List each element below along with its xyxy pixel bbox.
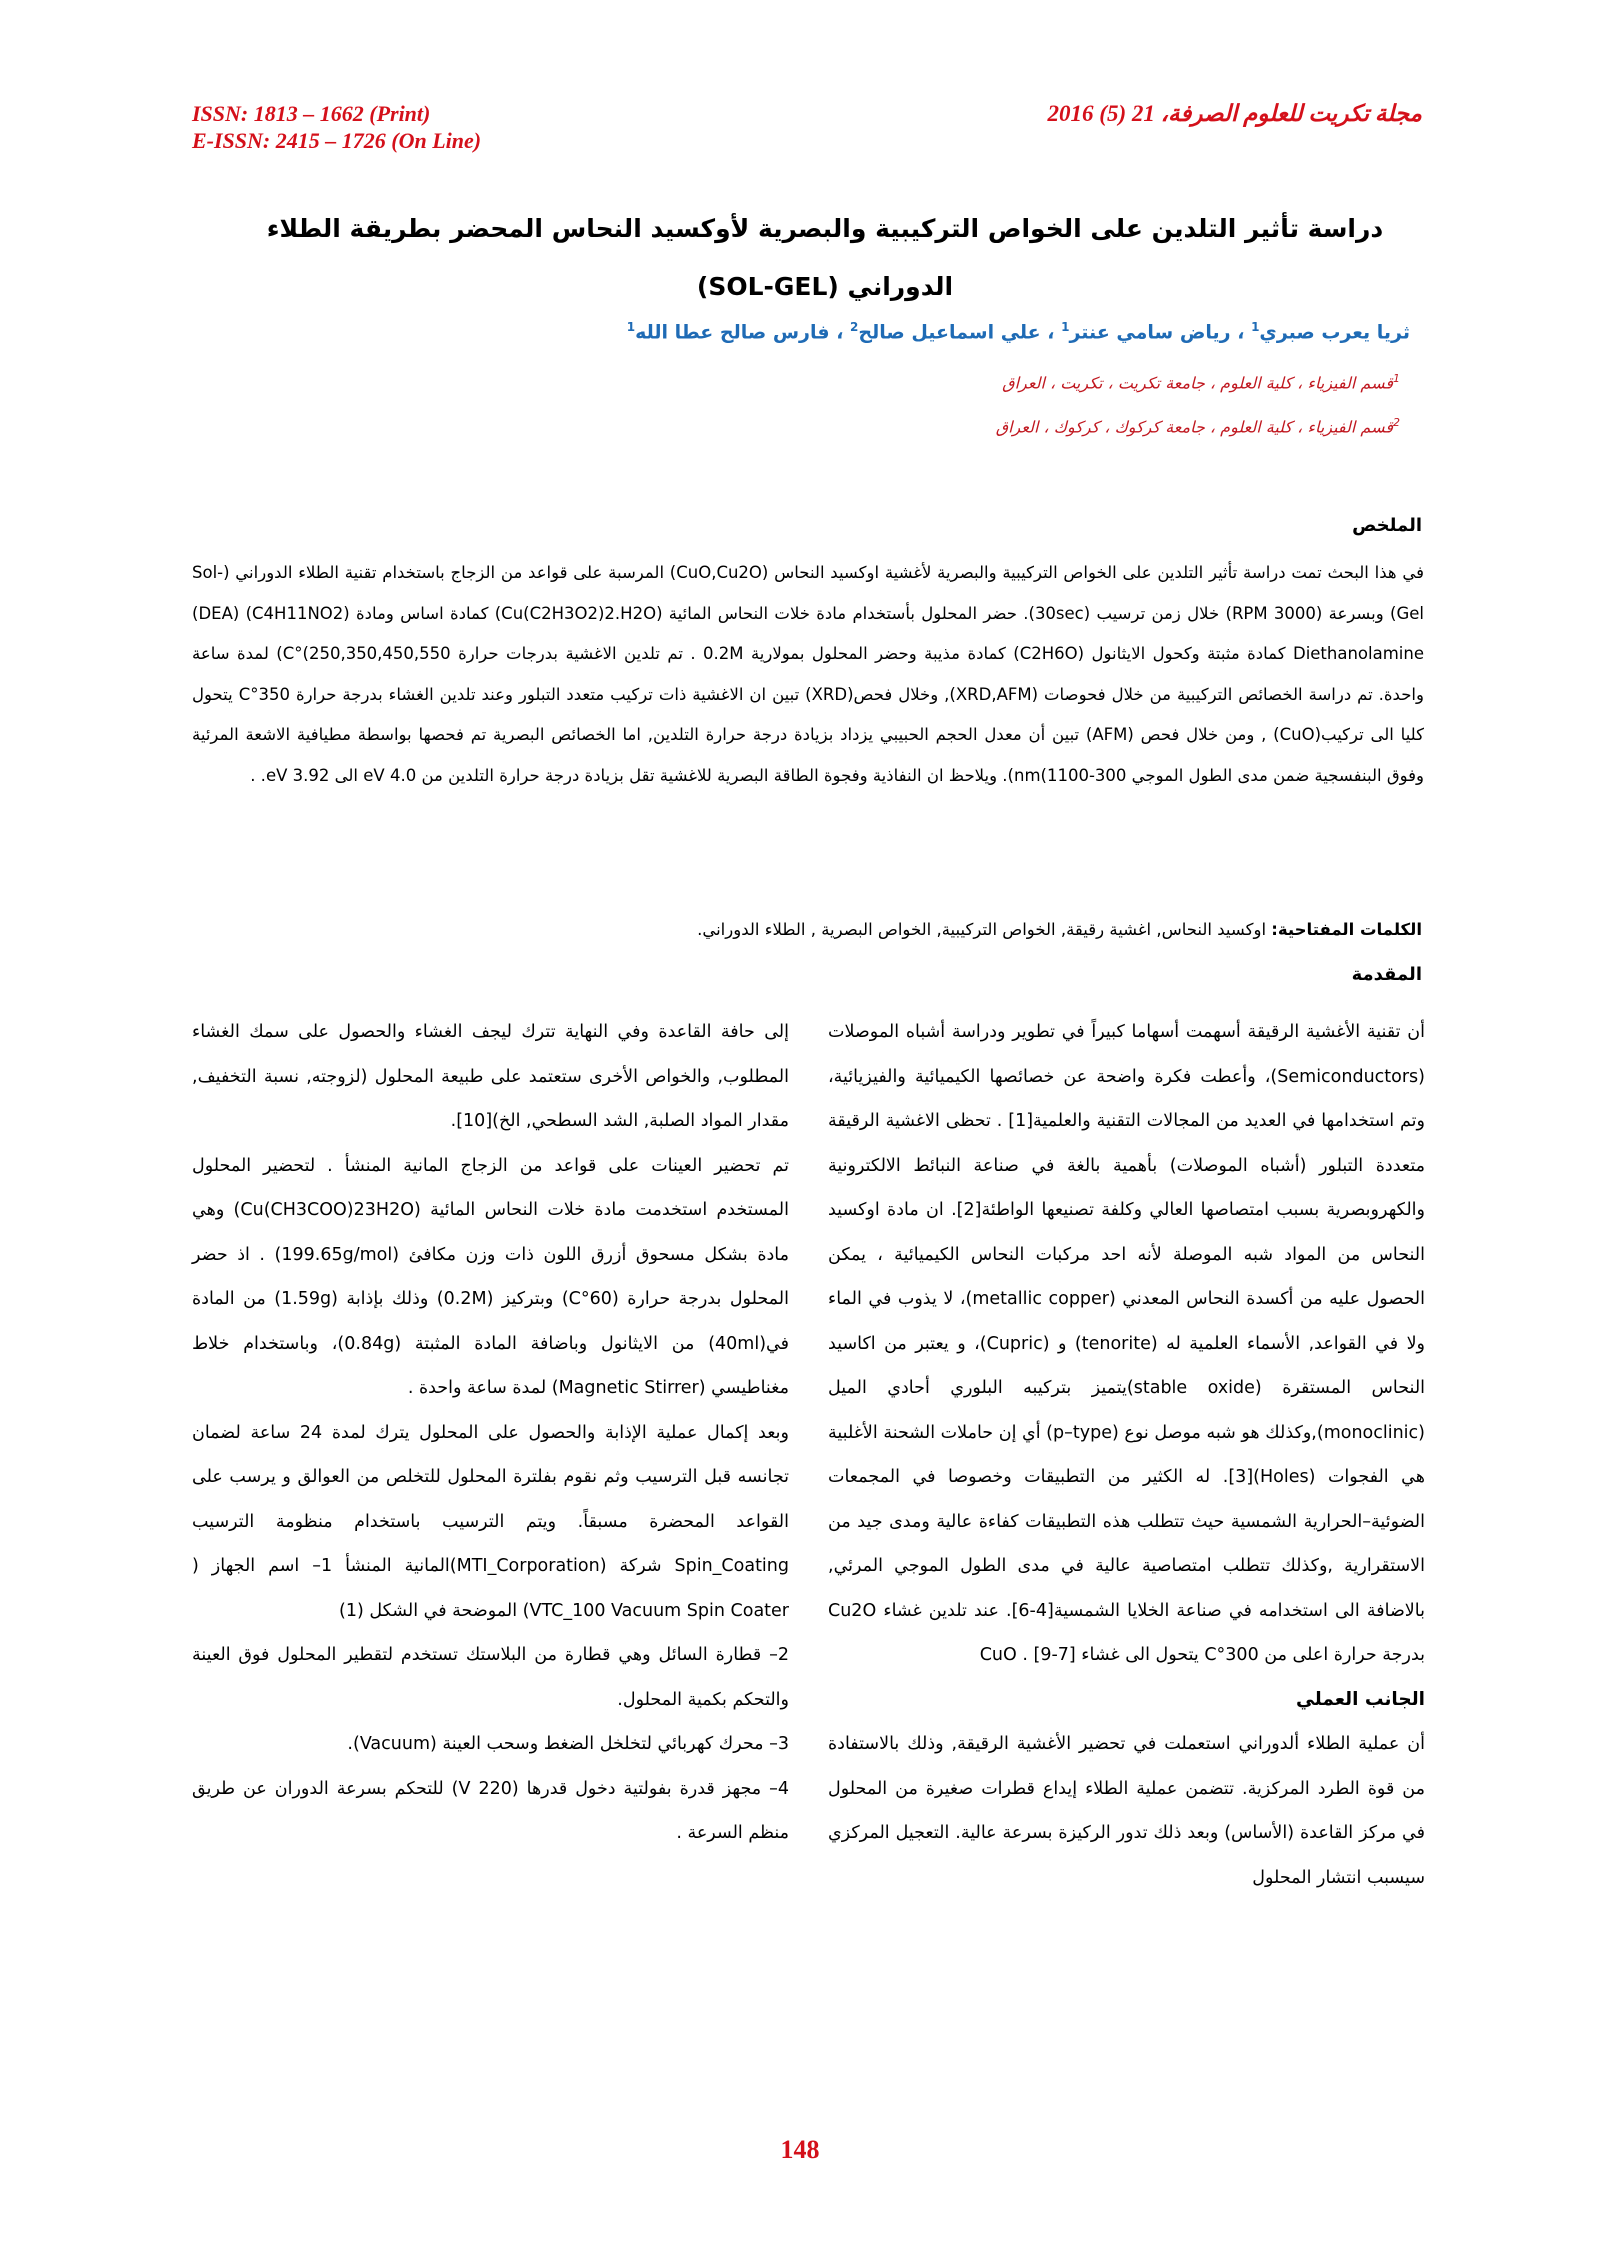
issn-online: E-ISSN: 2415 – 1726 (On Line) bbox=[192, 128, 482, 153]
paper-title bbox=[200, 200, 1450, 316]
list-item: 4– مجهز قدرة بفولتية دخول قدرها (220 V) للتحكم بسرعة الدوران عن طريق منظم السرعة . bbox=[192, 1778, 789, 1843]
issn-print: ISSN: 1813 – 1662 (Print) bbox=[192, 101, 431, 126]
affiliation-text: قسم الفيزياء ، كلية العلوم ، جامعة تكريت ، تكريت ، العراق bbox=[1002, 373, 1393, 393]
page-number: 148 bbox=[780, 2135, 820, 2164]
right-column bbox=[828, 1010, 1425, 1900]
author-affiliation-mark: 1 bbox=[626, 320, 636, 334]
affiliation-number: 1 bbox=[1393, 372, 1400, 385]
issn-block bbox=[192, 100, 481, 154]
affiliation-text: قسم الفيزياء ، كلية العلوم ، جامعة كركوك ، كركوك ، العراق bbox=[995, 417, 1393, 437]
body-paragraph: وبعد إكمال عملية الإذابة والحصول على المحلول يترك لمدة 24 ساعة لضمان تجانسه قبل الترسيب وثم نقوم بفلترة المحلول للتخلص من العوالق و يرسب على القواعد المحضرة مسبقاً. ويتم الترسيب باستخدام منظومة الترسيب Spin_Coating شركة (MTI_Corporation)المانية المنشأ 1– اسم الجهاز ( VTC_100 Vacuum Spin Coater) الموضحة في الشكل (1) bbox=[192, 1422, 789, 1621]
author-affiliation-mark: 2 bbox=[850, 320, 859, 334]
introduction-text: أن تقنية الأغشية الرقيقة أسهمت أسهاما كبيراً في تطوير ودراسة أشباه الموصلات (Semiconductors)، وأعطت فكرة واضحة عن خصائصها الكيميائية والفيزيائية، وتم استخدامها في العديد من المجالات التقنية والعلمية[1] . تحظى الاغشية الرقيقة متعددة التبلور (أشباه الموصلات) بأهمية بالغة في صناعة النبائط الالكترونية والكهروبصرية بسبب امتصاصها العالي وكلفة تصنيعها الواطئة[2]. ان مادة اوكسيد النحاس من المواد شبه الموصلة لأنه احد مركبات النحاس الكيميائية ، يمكن الحصول عليه من أكسدة النحاس المعدني (metallic copper)، لا يذوب في الماء ولا في القواعد, الأسماء العلمية له (tenorite) و (Cupric)، و يعتبر من اكاسيد النحاس المستقرة (stable oxide)يتميز بتركيبه البلوري أحادي الميل (monoclinic),وكذلك هو شبه موصل نوع (p–type) أي إن حاملات الشحنة الأغلبية هي الفجوات (Holes)[3]. له الكثير من التطبيقات وخصوصا في المجمعات الضوئية–الحرارية الشمسية حيث تتطلب هذه التطبيقات كفاءة عالية ومدى جيد من الاستقرارية ,وكذلك تتطلب امتصاصية عالية في مدى الطول الموجي المرئي, بالاضافة الى استخدامه في صناعة الخلايا الشمسية[4-6]. عند تلدين غشاء Cu2O بدرجة حرارة اعلى من 300°C يتحول الى غشاء [7-9] . CuO bbox=[828, 1022, 1426, 1665]
title-line-2: الدوراني (SOL-GEL) bbox=[696, 272, 954, 301]
keywords-label: الكلمات المفتاحية: bbox=[1271, 920, 1422, 939]
practical-section-heading: الجانب العملي bbox=[1296, 1688, 1425, 1710]
list-item: 2– قطارة السائل وهي قطارة من البلاستك تستخدم لتقطير المحلول فوق العينة والتحكم بكمية المحلول. bbox=[192, 1645, 789, 1710]
practical-section-text: أن عملية الطلاء ألدوراني استعملت في تحضير الأغشية الرقيقة, وذلك بالاستفادة من قوة الطرد المركزية. تتضمن عملية الطلاء إيداع قطرات صغيرة من المحلول في مركز القاعدة (الأساس) وبعد ذلك تدور الركيزة بسرعة عالية. التعجيل المركزي سيسبب انتشار المحلول bbox=[828, 1734, 1425, 1888]
author-name: ثريا يعرب صبري bbox=[1259, 321, 1410, 344]
list-item: 3– محرك كهربائي لتخلخل الضغط وسحب العينة (Vacuum). bbox=[347, 1734, 789, 1754]
title-line-1: دراسة تأثير التلدين على الخواص التركيبية والبصرية لأوكسيد النحاس المحضر بطريقة الطلاء bbox=[266, 214, 1384, 243]
author-affiliation-mark: 1 bbox=[1061, 320, 1070, 334]
body-paragraph: إلى حافة القاعدة وفي النهاية تترك ليجف الغشاء والحصول على سمك الغشاء المطلوب, والخواص الأخرى ستعتمد على طبيعة المحلول (لزوجته, نسبة التخفيف, مقدار المواد الصلبة, الشد السطحي, الخ)[10]. bbox=[192, 1022, 789, 1131]
abstract-text: في هذا البحث تمت دراسة تأثير التلدين على الخواص التركيبية والبصرية لأغشية اوكسيد النحاس (CuO,Cu2O) المرسبة على قواعد من الزجاج باستخدام تقنية الطلاء الدوراني (Sol-Gel) وبسرعة (3000 RPM) خلال زمن ترسيب (30sec). حضر المحلول بأستخدام مادة خلات النحاس المائية (Cu(C2H3O2)2.H2O) كمادة اساس ومادة (C4H11NO2) (DEA) Diethanolamine كمادة مثبتة وكحول الايثانول (C2H6O) كمادة مذيبة وحضر المحلول بمولارية 0.2M . تم تلدين الاغشية بدرجات حرارة 250,350,450,550)°C) لمدة ساعة واحدة. تم دراسة الخصائص التركيبية من خلال فحوصات (XRD,AFM), وخلال فحص(XRD) تبين ان الاغشية ذات تركيب متعدد التبلور وعند تلدين الغشاء بدرجة حرارة 350°C يتحول كليا الى تركيب(CuO) , ومن خلال فحص (AFM) تبين أن معدل الحجم الحبيبي يزداد بزيادة درجة حرارة التلدين, اما الخصائص البصرية تم فحصها بواسطة مطيافية الاشعة المرئية وفوق البنفسجية ضمن مدى الطول الموجي 300-1100)nm). ويلاحظ ان النفاذية وفجوة الطاقة البصرية للاغشية تقل بزيادة درجة حرارة التلدين من 4.0 eV الى 3.92 eV. . bbox=[192, 563, 1425, 785]
affiliation bbox=[1002, 372, 1400, 392]
author-affiliation-mark: 1 bbox=[1251, 320, 1260, 334]
keywords-text: اوكسيد النحاس, اغشية رقيقة, الخواص التركيبية, الخواص البصرية , الطلاء الدوراني. bbox=[697, 920, 1272, 939]
body-paragraph: تم تحضير العينات على قواعد من الزجاج المانية المنشأ . لتحضير المحلول المستخدم استخدمت مادة خلات النحاس المائية (Cu(CH3COO)23H2O) وهي مادة بشكل مسحوق أزرق اللون ذات وزن مكافئ (199.65g/mol) . اذ حضر المحلول بدرجة حرارة (60°C) وبتركيز (0.2M) وذلك بإذابة (1.59g) من المادة في(40ml) من الايثانول وباضافة المادة المثبتة (0.84g)، وباستخدام خلاط مغناطيسي (Magnetic Stirrer) لمدة ساعة واحدة . bbox=[192, 1155, 789, 1398]
affiliation-number: 2 bbox=[1393, 416, 1400, 429]
author-name: فارس صالح عطا الله bbox=[635, 321, 830, 344]
affiliation bbox=[996, 416, 1400, 436]
author-name: علي اسماعيل صالح bbox=[858, 321, 1041, 344]
abstract-heading: الملخص bbox=[1352, 515, 1422, 536]
keywords bbox=[697, 920, 1422, 939]
introduction-heading: المقدمة bbox=[1351, 964, 1422, 985]
author-name: رياض سامي عنتر bbox=[1069, 321, 1231, 344]
author-list: ثريا يعرب صبري$^1$ ، رياض سامي عنتر$^1$ ، علي اسماعيل صالح$^2$ ، فارس صالح عطا الله$^1$ bbox=[626, 320, 1410, 344]
journal-citation: مجلة تكريت للعلوم الصرفة، 21 (5) 2016 bbox=[1047, 101, 1422, 126]
left-column bbox=[192, 1010, 789, 1856]
